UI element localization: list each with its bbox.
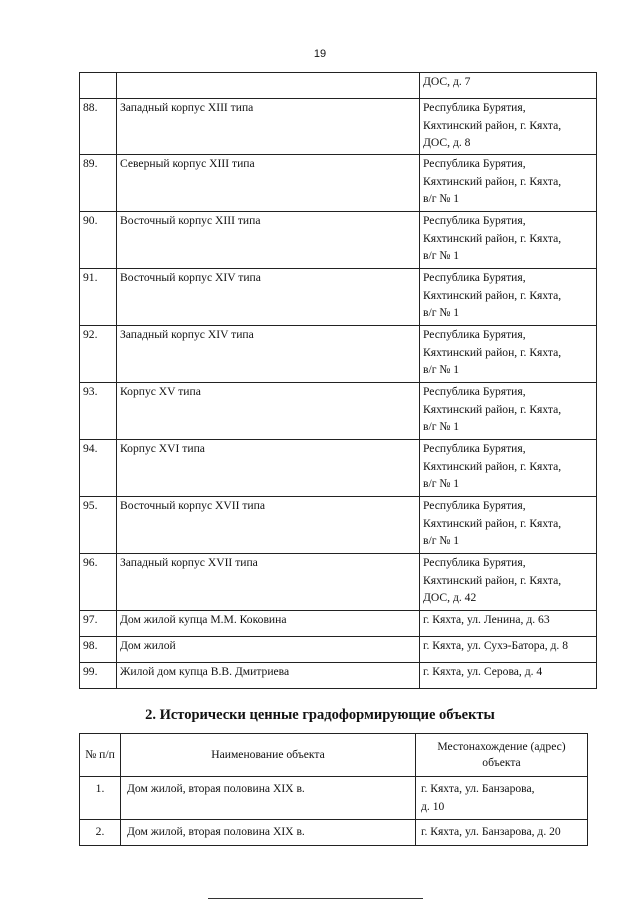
- address-line: г. Кяхта, ул. Банзарова,: [421, 782, 535, 795]
- address-line: Республика Бурятия,: [423, 385, 526, 398]
- object-address: [420, 637, 597, 663]
- table-row: [80, 326, 597, 383]
- object-address: [420, 497, 597, 554]
- table-row: [80, 611, 597, 637]
- address-line: Кяхтинский район, г. Кяхта,: [423, 573, 562, 587]
- row-number: 92.: [80, 326, 117, 383]
- object-name: Дом жилой, вторая половина XIX в.: [121, 777, 416, 820]
- object-address: [420, 554, 597, 611]
- address-line: в/г № 1: [423, 306, 460, 319]
- section-2-title: 2. Исторически ценные градоформирующие объекты: [145, 707, 495, 723]
- address-line: в/г № 1: [423, 363, 460, 376]
- page-number: 19: [313, 48, 327, 60]
- object-address: [420, 99, 597, 155]
- table-row: [80, 440, 597, 497]
- object-address: [420, 212, 597, 269]
- address-line: в/г № 1: [423, 192, 460, 205]
- row-number: 96.: [80, 554, 117, 611]
- table-row: [80, 820, 588, 846]
- page-bottom-line: [208, 898, 423, 899]
- address-line: г. Кяхта, ул. Ленина, д. 63: [423, 613, 550, 626]
- object-name: Восточный корпус XVII типа: [117, 497, 420, 554]
- header-address: [416, 734, 588, 777]
- row-number: 91.: [80, 269, 117, 326]
- address-line: Кяхтинский район, г. Кяхта,: [423, 402, 562, 416]
- object-address: [420, 269, 597, 326]
- address-line: Кяхтинский район, г. Кяхта,: [423, 459, 562, 473]
- address-line: Кяхтинский район, г. Кяхта,: [423, 345, 562, 359]
- table-row: [80, 212, 597, 269]
- row-number: 95.: [80, 497, 117, 554]
- address-line: в/г № 1: [423, 249, 460, 262]
- object-address: [420, 326, 597, 383]
- row-number: 90.: [80, 212, 117, 269]
- address-line: в/г № 1: [423, 534, 460, 547]
- object-name: Западный корпус XIV типа: [117, 326, 420, 383]
- address-line: Республика Бурятия,: [423, 328, 526, 341]
- address-line: Республика Бурятия,: [423, 556, 526, 569]
- table-row: [80, 73, 597, 99]
- table-row: [80, 155, 597, 212]
- address-line: ДОС, д. 7: [423, 75, 471, 88]
- object-name: Западный корпус XVII типа: [117, 554, 420, 611]
- row-number: 1.: [80, 777, 121, 820]
- object-address: [420, 611, 597, 637]
- row-number: 94.: [80, 440, 117, 497]
- object-name: Дом жилой купца М.М. Коковина: [117, 611, 420, 637]
- address-line: Кяхтинский район, г. Кяхта,: [423, 516, 562, 530]
- address-line: Кяхтинский район, г. Кяхта,: [423, 174, 562, 188]
- object-address: [416, 820, 588, 846]
- table-row: [80, 497, 597, 554]
- address-line: в/г № 1: [423, 420, 460, 433]
- header-address-line: объекта: [482, 756, 521, 769]
- object-name: Корпус XV типа: [117, 383, 420, 440]
- row-number: 99.: [80, 663, 117, 689]
- address-line: Республика Бурятия,: [423, 442, 526, 455]
- address-line: д. 10: [421, 799, 445, 813]
- row-number: [80, 73, 117, 99]
- object-name: [117, 73, 420, 99]
- address-line: Республика Бурятия,: [423, 214, 526, 227]
- address-line: г. Кяхта, ул. Банзарова, д. 20: [421, 825, 561, 838]
- address-line: Республика Бурятия,: [423, 101, 526, 114]
- object-address: [420, 440, 597, 497]
- table-row: [80, 637, 597, 663]
- address-line: в/г № 1: [423, 477, 460, 490]
- object-name: Северный корпус XIII типа: [117, 155, 420, 212]
- address-line: Кяхтинский район, г. Кяхта,: [423, 118, 562, 132]
- object-address: [416, 777, 588, 820]
- address-line: Кяхтинский район, г. Кяхта,: [423, 231, 562, 245]
- address-line: г. Кяхта, ул. Серова, д. 4: [423, 665, 543, 678]
- row-number: 98.: [80, 637, 117, 663]
- object-name: Жилой дом купца В.В. Дмитриева: [117, 663, 420, 689]
- address-line: ДОС, д. 42: [423, 591, 477, 604]
- header-name: Наименование объекта: [121, 734, 416, 777]
- object-name: Восточный корпус XIII типа: [117, 212, 420, 269]
- table-row: [80, 554, 597, 611]
- row-number: 88.: [80, 99, 117, 155]
- table-row: [80, 663, 597, 689]
- address-line: Республика Бурятия,: [423, 157, 526, 170]
- row-number: 2.: [80, 820, 121, 846]
- object-name: Восточный корпус XIV типа: [117, 269, 420, 326]
- table-row: [80, 777, 588, 820]
- address-line: Кяхтинский район, г. Кяхта,: [423, 288, 562, 302]
- table-row: [80, 99, 597, 155]
- row-number: 93.: [80, 383, 117, 440]
- row-number: 97.: [80, 611, 117, 637]
- object-address: [420, 155, 597, 212]
- table-row: [80, 383, 597, 440]
- address-line: Республика Бурятия,: [423, 271, 526, 284]
- object-name: Западный корпус XIII типа: [117, 99, 420, 155]
- table-header-row: [80, 734, 588, 777]
- object-address: [420, 663, 597, 689]
- address-line: г. Кяхта, ул. Сухэ-Батора, д. 8: [423, 639, 569, 652]
- address-line: Республика Бурятия,: [423, 499, 526, 512]
- header-address-line: Местонахождение (адрес): [437, 740, 566, 753]
- object-name: Дом жилой: [117, 637, 420, 663]
- historic-objects-table: [79, 733, 588, 846]
- row-number: 89.: [80, 155, 117, 212]
- table-row: [80, 269, 597, 326]
- object-address: [420, 73, 597, 99]
- header-num: № п/п: [80, 734, 121, 777]
- objects-table-continued: [79, 72, 597, 689]
- object-name: Корпус XVI типа: [117, 440, 420, 497]
- address-line: ДОС, д. 8: [423, 136, 471, 149]
- object-address: [420, 383, 597, 440]
- object-name: Дом жилой, вторая половина XIX в.: [121, 820, 416, 846]
